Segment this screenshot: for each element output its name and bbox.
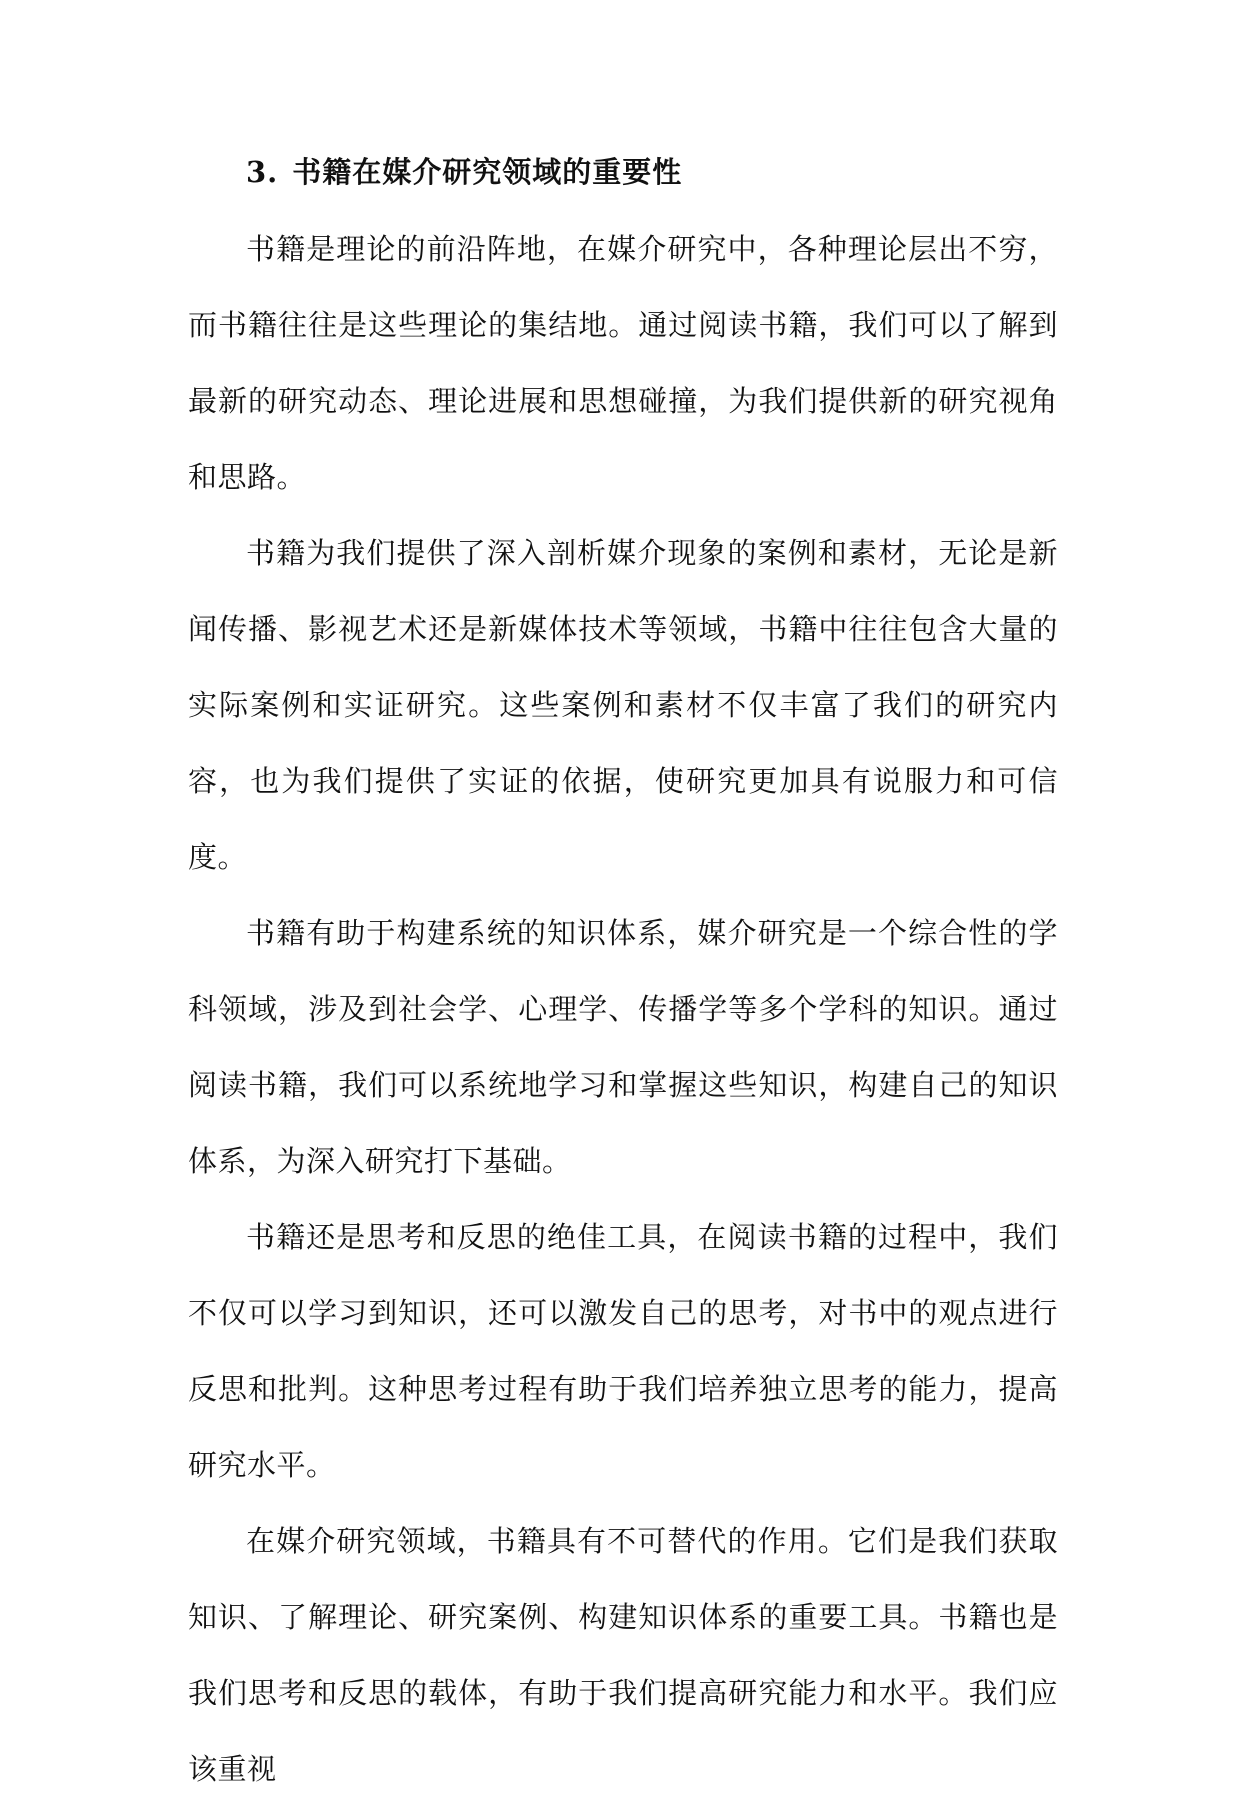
- paragraph-2: 书籍为我们提供了深入剖析媒介现象的案例和素材，无论是新闻传播、影视艺术还是新媒体技术等领域，书籍中往往包含大量的实际案例和实证研究。这些案例和素材不仅丰富了我们的研究内容，也为我们提供了实证的依据，使研究更加具有说服力和可信度。: [188, 536, 1058, 874]
- section-number: 3.: [246, 155, 279, 189]
- page-content: [188, 143, 1058, 1807]
- paragraph-4: 书籍还是思考和反思的绝佳工具，在阅读书籍的过程中，我们不仅可以学习到知识，还可以激发自己的思考，对书中的观点进行反思和批判。这种思考过程有助于我们培养独立思考的能力，提高研究水平。: [188, 1220, 1058, 1482]
- paragraph-1: 书籍是理论的前沿阵地，在媒介研究中，各种理论层出不穷，而书籍往往是这些理论的集结地。通过阅读书籍，我们可以了解到最新的研究动态、理论进展和思想碰撞，为我们提供新的研究视角和思路。: [188, 232, 1058, 494]
- section-heading: [246, 143, 1058, 201]
- section-title: 书籍在媒介研究领域的重要性: [292, 155, 683, 189]
- paragraph-5: 在媒介研究领域，书籍具有不可替代的作用。它们是我们获取知识、了解理论、研究案例、构建知识体系的重要工具。书籍也是我们思考和反思的载体，有助于我们提高研究能力和水平。我们应该重视: [188, 1524, 1058, 1786]
- paragraph-3: 书籍有助于构建系统的知识体系，媒介研究是一个综合性的学科领域，涉及到社会学、心理学、传播学等多个学科的知识。通过阅读书籍，我们可以系统地学习和掌握这些知识，构建自己的知识体系，为深入研究打下基础。: [188, 916, 1058, 1178]
